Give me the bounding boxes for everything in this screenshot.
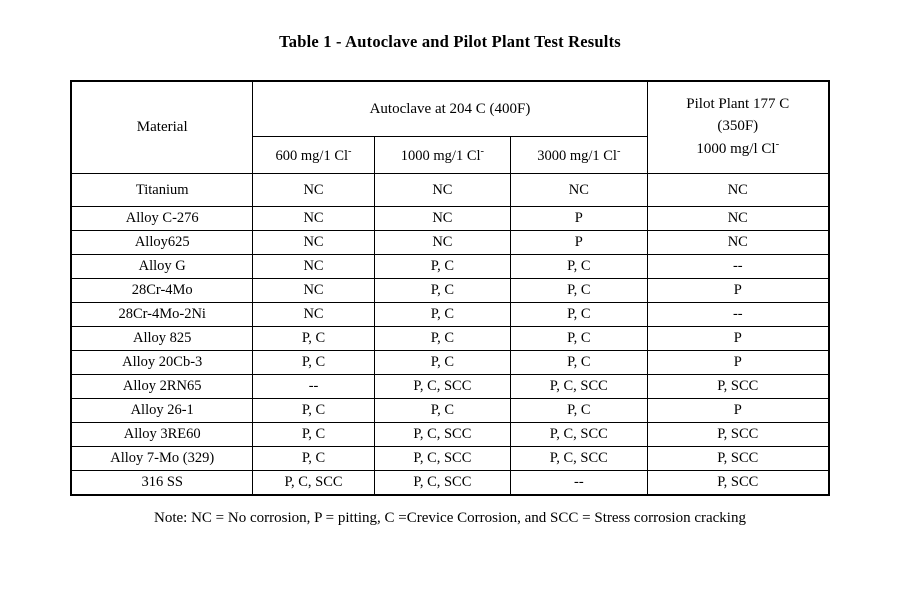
- cell-1000mg: NC: [374, 174, 510, 207]
- cell-3000mg: P, C, SCC: [511, 375, 647, 399]
- cell-1000mg: P, C: [374, 303, 510, 327]
- cell-3000mg: P, C: [511, 255, 647, 279]
- table-row: [71, 399, 829, 423]
- table-row: [71, 423, 829, 447]
- results-table: [70, 80, 830, 496]
- cell-pilot: P, SCC: [647, 423, 829, 447]
- cell-1000mg: P, C: [374, 351, 510, 375]
- chloride-superscript: -: [480, 145, 485, 157]
- cell-600mg: P, C: [253, 423, 374, 447]
- cell-pilot: --: [647, 303, 829, 327]
- chloride-superscript: -: [616, 145, 621, 157]
- table-row: [71, 207, 829, 231]
- cell-3000mg: P: [511, 207, 647, 231]
- page-title: Table 1 - Autoclave and Pilot Plant Test Results: [279, 32, 621, 51]
- cell-material: Alloy 3RE60: [71, 423, 253, 447]
- cell-3000mg: P, C: [511, 303, 647, 327]
- table-row: [71, 351, 829, 375]
- column-header-3000mg: 3000 mg/1 Cl-: [511, 137, 647, 174]
- cell-pilot: NC: [647, 174, 829, 207]
- table-note: Note: NC = No corrosion, P = pitting, C =Crevice Corrosion, and SCC = Stress corrosion cracking: [154, 510, 746, 526]
- cell-3000mg: P, C, SCC: [511, 423, 647, 447]
- cell-3000mg: P, C: [511, 351, 647, 375]
- table-header: [71, 81, 829, 174]
- cell-material: 316 SS: [71, 471, 253, 496]
- results-table-container: [70, 80, 830, 496]
- cell-pilot: P, SCC: [647, 447, 829, 471]
- cell-1000mg: P, C: [374, 255, 510, 279]
- cell-1000mg: P, C, SCC: [374, 423, 510, 447]
- cell-pilot: P: [647, 327, 829, 351]
- table-row: [71, 231, 829, 255]
- cell-pilot: P: [647, 351, 829, 375]
- cell-1000mg: P, C, SCC: [374, 375, 510, 399]
- cell-3000mg: P: [511, 231, 647, 255]
- cell-600mg: P, C: [253, 447, 374, 471]
- cell-pilot: P: [647, 399, 829, 423]
- cell-pilot: --: [647, 255, 829, 279]
- cell-600mg: P, C, SCC: [253, 471, 374, 496]
- table-row: [71, 255, 829, 279]
- document-page: [0, 32, 900, 613]
- pilot-header-line3: 1000 mg/l Cl-: [696, 138, 780, 158]
- cell-material: Alloy G: [71, 255, 253, 279]
- cell-material: 28Cr-4Mo-2Ni: [71, 303, 253, 327]
- cell-600mg: P, C: [253, 351, 374, 375]
- cell-3000mg: P, C: [511, 327, 647, 351]
- table-row: [71, 471, 829, 496]
- table-row: [71, 174, 829, 207]
- cell-material: Alloy 7-Mo (329): [71, 447, 253, 471]
- cell-600mg: NC: [253, 255, 374, 279]
- cell-material: Titanium: [71, 174, 253, 207]
- cell-3000mg: P, C: [511, 279, 647, 303]
- table-row: [71, 327, 829, 351]
- cell-600mg: NC: [253, 231, 374, 255]
- cell-pilot: P: [647, 279, 829, 303]
- cell-600mg: NC: [253, 303, 374, 327]
- column-header-1000mg: 1000 mg/1 Cl-: [374, 137, 510, 174]
- cell-600mg: NC: [253, 279, 374, 303]
- cell-pilot: NC: [647, 207, 829, 231]
- cell-material: Alloy 825: [71, 327, 253, 351]
- cell-600mg: P, C: [253, 327, 374, 351]
- pilot-header-line1: Pilot Plant 177 C: [686, 95, 790, 112]
- cell-material: Alloy C-276: [71, 207, 253, 231]
- header-row-groups: [71, 81, 829, 137]
- cell-3000mg: NC: [511, 174, 647, 207]
- cell-material: Alloy 2RN65: [71, 375, 253, 399]
- column-header-pilot-plant: [647, 81, 829, 174]
- cell-600mg: NC: [253, 207, 374, 231]
- table-row: [71, 279, 829, 303]
- cell-material: 28Cr-4Mo: [71, 279, 253, 303]
- table-body: [71, 174, 829, 496]
- cell-1000mg: NC: [374, 207, 510, 231]
- cell-3000mg: P, C: [511, 399, 647, 423]
- cell-3000mg: --: [511, 471, 647, 496]
- cell-1000mg: P, C: [374, 327, 510, 351]
- cell-pilot: P, SCC: [647, 471, 829, 496]
- column-header-material: Material: [71, 81, 253, 174]
- cell-600mg: NC: [253, 174, 374, 207]
- table-row: [71, 447, 829, 471]
- cell-600mg: --: [253, 375, 374, 399]
- column-header-600mg: 600 mg/1 Cl-: [253, 137, 374, 174]
- column-header-autoclave-group: Autoclave at 204 C (400F): [253, 81, 647, 137]
- cell-material: Alloy 20Cb-3: [71, 351, 253, 375]
- cell-1000mg: P, C: [374, 279, 510, 303]
- cell-pilot: NC: [647, 231, 829, 255]
- table-row: [71, 375, 829, 399]
- cell-material: Alloy625: [71, 231, 253, 255]
- cell-3000mg: P, C, SCC: [511, 447, 647, 471]
- table-row: [71, 303, 829, 327]
- cell-1000mg: P, C: [374, 399, 510, 423]
- cell-1000mg: P, C, SCC: [374, 447, 510, 471]
- cell-pilot: P, SCC: [647, 375, 829, 399]
- pilot-header-line2: (350F): [717, 117, 759, 134]
- cell-1000mg: NC: [374, 231, 510, 255]
- cell-material: Alloy 26-1: [71, 399, 253, 423]
- chloride-superscript: -: [775, 138, 780, 151]
- cell-600mg: P, C: [253, 399, 374, 423]
- chloride-superscript: -: [348, 145, 352, 157]
- cell-1000mg: P, C, SCC: [374, 471, 510, 496]
